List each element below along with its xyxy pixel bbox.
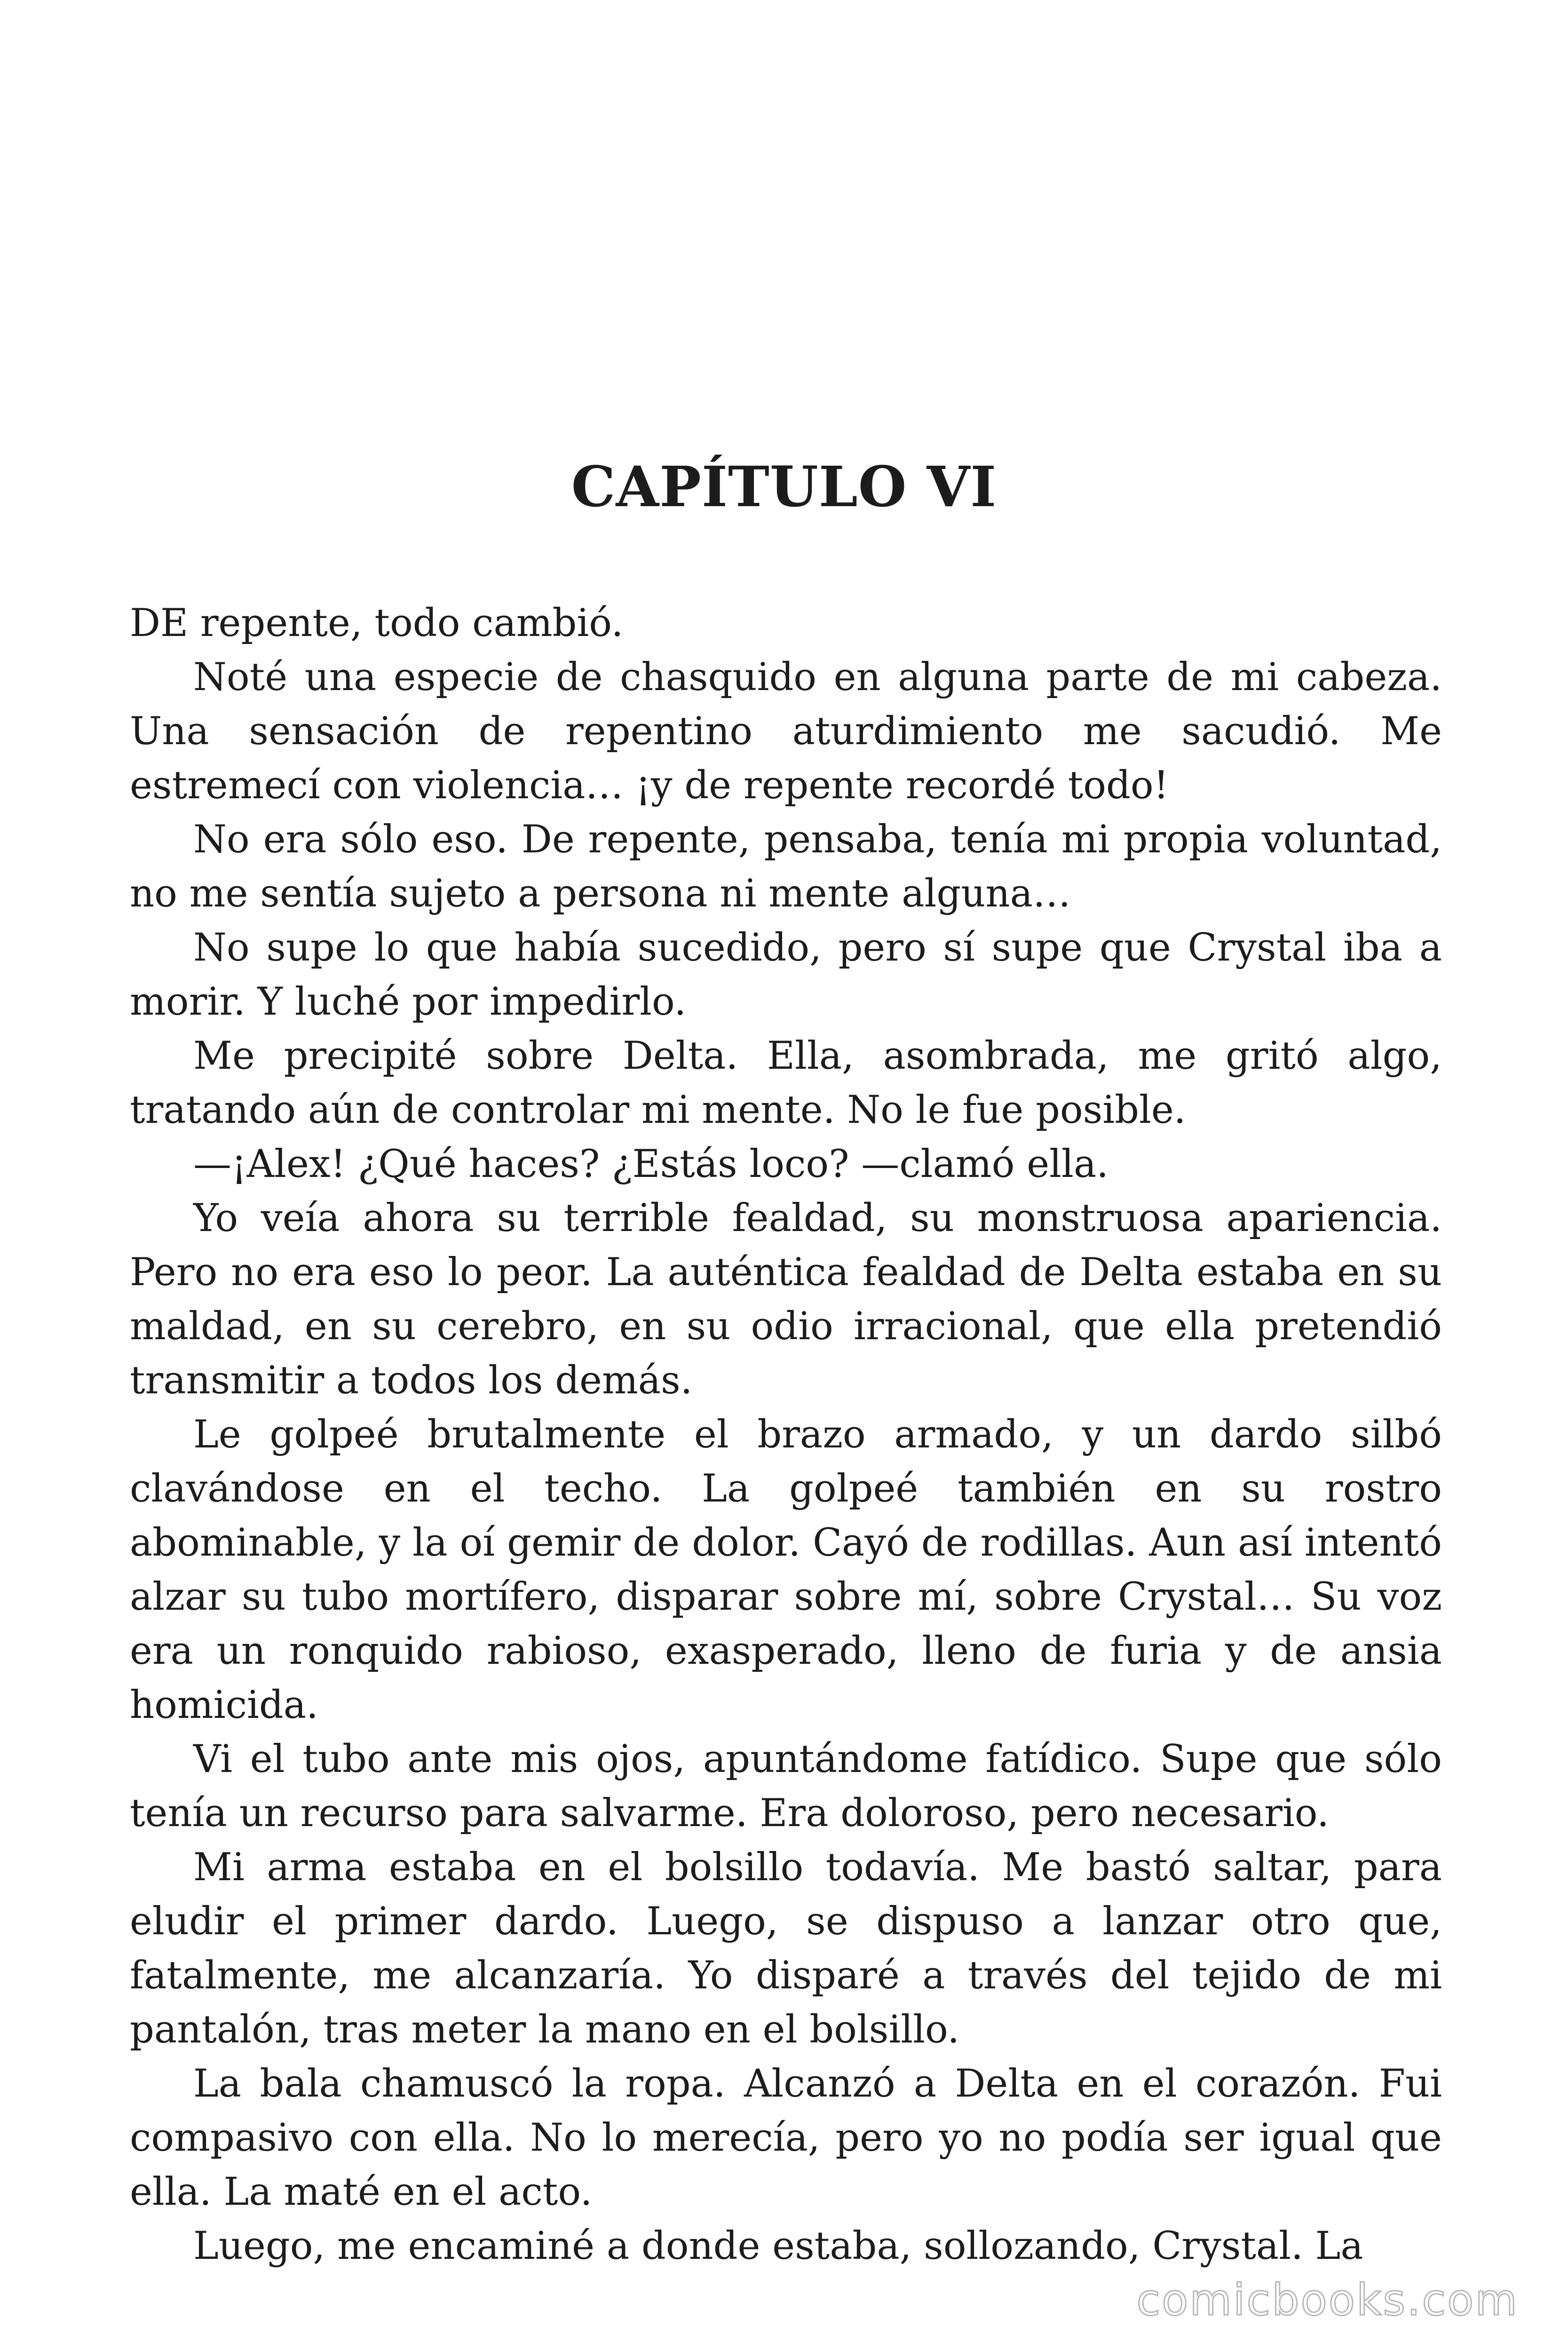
paragraph: No era sólo eso. De repente, pensaba, tenía mi propia voluntad, no me sentía sujeto a persona ni mente alguna… (130, 818, 1442, 916)
paragraph: Vi el tubo ante mis ojos, apuntándome fatídico. Supe que sólo tenía un recurso para salvarme. Era doloroso, pero necesario. (130, 1737, 1442, 1836)
paragraph: No supe lo que había sucedido, pero sí supe que Crystal iba a morir. Y luché por impedirlo. (130, 926, 1442, 1024)
paragraph: Le golpeé brutalmente el brazo armado, y un dardo silbó clavándose en el techo. La golpeé también en su rostro abominable, y la oí gemir de dolor. Cayó de rodillas. Aun así intentó alzar su tubo mortífero, disparar sobre mí, sobre Crystal… Su voz era un ronquido rabioso, exasperado, lleno de furia y de ansia homicida. (130, 1413, 1442, 1727)
paragraph: La bala chamuscó la ropa. Alcanzó a Delta en el corazón. Fui compasivo con ella. No lo merecía, pero yo no podía ser igual que ella. La maté en el acto. (130, 2062, 1442, 2214)
paragraph: Noté una especie de chasquido en alguna parte de mi cabeza. Una sensación de repentino aturdimiento me sacudió. Me estremecí con violencia… ¡y de repente recordé todo! (130, 655, 1442, 808)
paragraph: —¡Alex! ¿Qué haces? ¿Estás loco? —clamó ella. (193, 1142, 1109, 1186)
paragraph: Mi arma estaba en el bolsillo todavía. Me bastó saltar, para eludir el primer dardo. Luego, se dispuso a lanzar otro que, fatalmente, me alcanzaría. Yo disparé a través del tejido de mi pantalón, tras meter la mano en el bolsillo. (130, 1845, 1442, 2052)
paragraph: DE repente, todo cambió. (130, 601, 624, 645)
paragraph: Me precipité sobre Delta. Ella, asombrada, me gritó algo, tratando aún de controlar mi mente. No le fue posible. (130, 1034, 1442, 1132)
paragraph: Luego, me encaminé a donde estaba, sollozando, Crystal. La (193, 2224, 1363, 2268)
chapter-body (130, 596, 1442, 2273)
chapter-title: CAPÍTULO VI (571, 454, 997, 519)
watermark: comicbooks.com (1136, 2275, 1519, 2325)
paragraph: Yo veía ahora su terrible fealdad, su monstruosa apariencia. Pero no era eso lo peor. La auténtica fealdad de Delta estaba en su maldad, en su cerebro, en su odio irracional, que ella pretendió transmitir a todos los demás. (130, 1196, 1442, 1403)
